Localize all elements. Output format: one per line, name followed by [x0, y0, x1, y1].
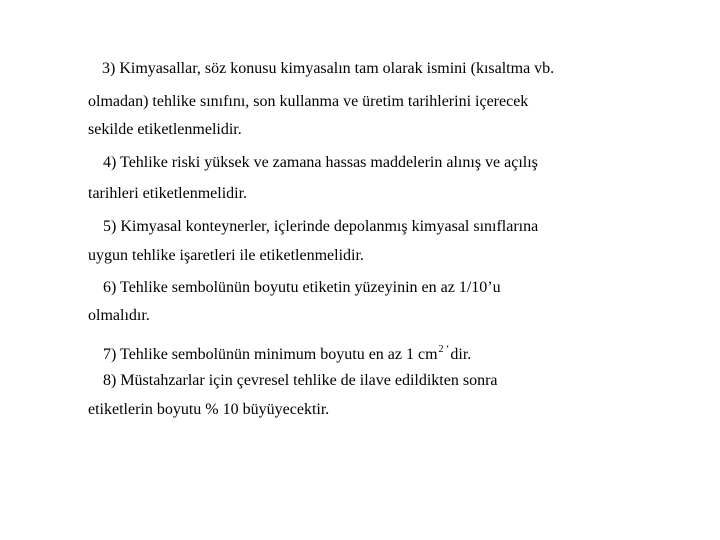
item-3-line-3: sekilde etiketlenmelidir.: [88, 121, 242, 138]
item-4-line-1: [103, 153, 538, 173]
item-3-number: 3): [102, 60, 116, 77]
item-7-text-before: Tehlike sembolünün minimum boyutu en az 1 cm: [120, 346, 438, 363]
item-6-text-1: Tehlike sembolünün boyutu etiketin yüzeyinin en az 1/10’u: [120, 279, 501, 296]
item-4-number: 4): [103, 154, 117, 171]
item-5-text-1: Kimyasal konteynerler, içlerinde depolanmış kimyasal sınıflarına: [120, 218, 539, 235]
item-7-number: 7): [103, 346, 117, 363]
item-6-number: 6): [103, 279, 117, 296]
item-6-line-2: olmalıdır.: [88, 307, 150, 324]
item-7-line-1: [103, 340, 471, 365]
item-5-line-1: [103, 217, 538, 237]
item-5-line-2: uygun tehlike işaretleri ile etiketlenmelidir.: [88, 247, 364, 264]
item-8-line-2: etiketlerin boyutu % 10 büyüyecektir.: [88, 401, 330, 418]
item-4-text-1: Tehlike riski yüksek ve zamana hassas maddelerin alınış ve açılış: [120, 154, 538, 171]
item-3-line-2: olmadan) tehlike sınıfını, son kullanma ve üretim tarihlerini içerecek: [88, 93, 529, 110]
item-6-line-1: [103, 278, 501, 298]
item-8-text-1: Müstahzarlar için çevresel tehlike de ilave edildikten sonra: [120, 372, 498, 389]
item-8-number: 8): [103, 372, 117, 389]
item-3-line-1: [102, 59, 554, 79]
item-7-superscript: 2 ‘: [438, 344, 450, 355]
item-7-text-after: dir.: [450, 346, 472, 363]
item-8-line-1: [103, 371, 498, 391]
item-3-text-1: Kimyasallar, söz konusu kimyasalın tam olarak ismini (kısaltma vb.: [119, 60, 555, 77]
item-4-line-2: tarihleri etiketlenmelidir.: [88, 185, 248, 202]
item-5-number: 5): [103, 218, 117, 235]
